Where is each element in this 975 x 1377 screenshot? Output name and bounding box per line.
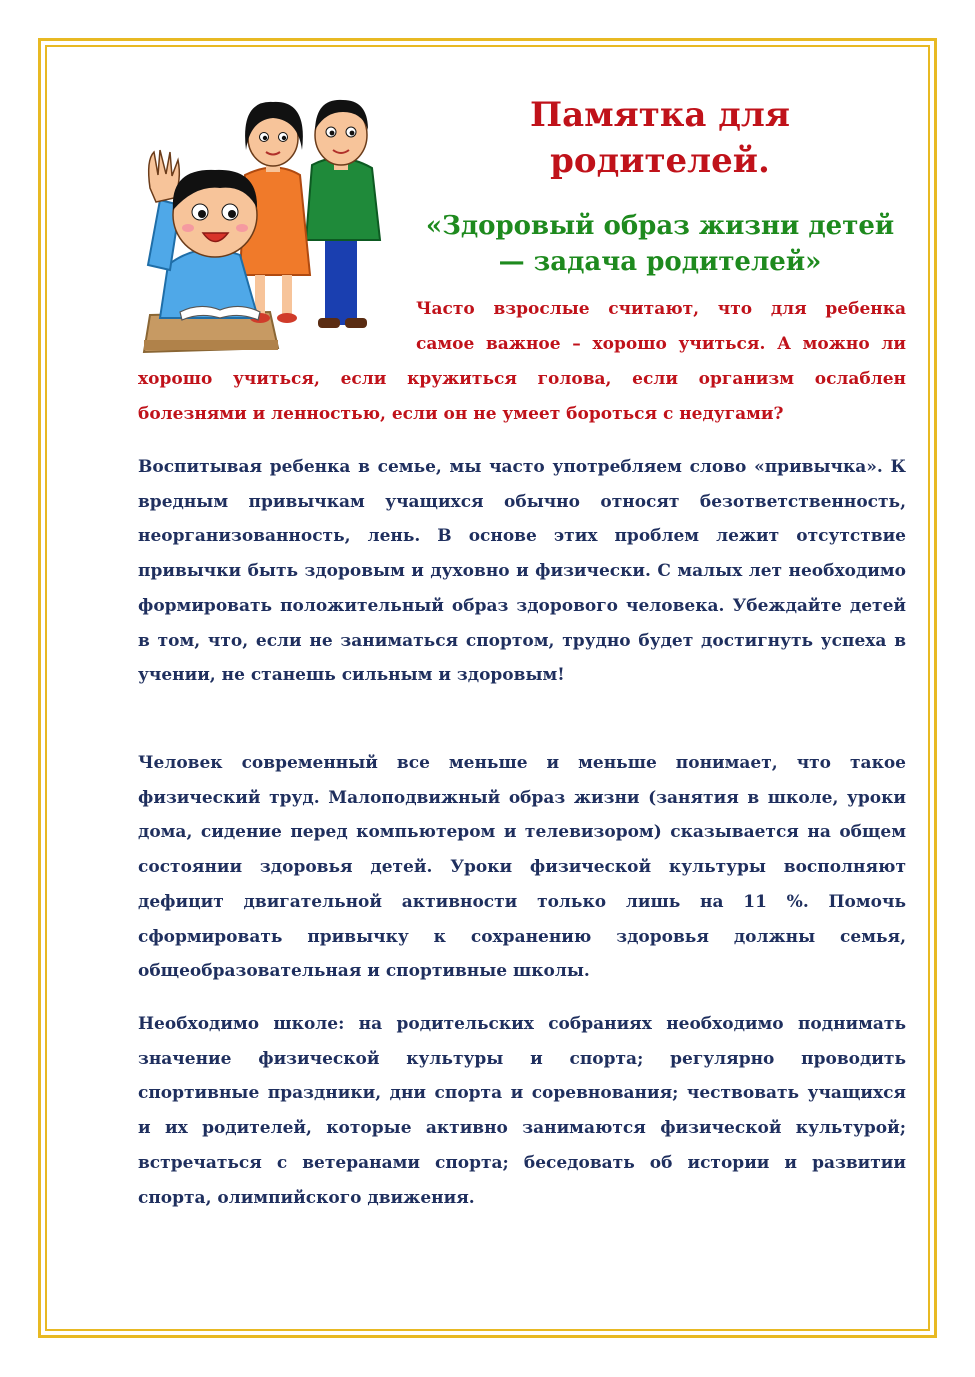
family-clipart-icon [140,90,405,355]
paragraph-school-tasks: Необходимо школе: на родительских собраниях необходимо поднимать значение физической культуры и спорта; регулярно проводить спортивные праздники, дни спорта и соревнования; чествовать учащихся и их родителей, которые активно занимаются физической культурой; встречаться с ветеранами спорта; беседовать об истории и развитии спорта, олимпийского движения. [138,1014,906,1208]
page-title: Памятка для родителей. [529,95,791,181]
paragraph-habits: Воспитывая ребенка в семье, мы часто употребляем слово «привычка». К вредным привычкам учащихся обычно относят безответственность, неорганизованность, лень. В основе этих проблем лежит отсутствие привычки быть здоровым и духовно и физически. С малых лет необходимо формировать положительный образ здорового человека. Убеждайте детей в том, что, если не заниматься спортом, трудно будет достигнуть успеха в учении, не станешь сильным и здоровым! [138,457,906,686]
intro-text-part1: Часто взрослые считают, что для ребенка самое важное – хорошо учиться. А можно ли [416,299,906,354]
intro-text-part2: хорошо учиться, если кружиться голова, если организм ослаблен болезнями и ленностью, если он не умеет бороться с недугами? [138,369,906,424]
page-subtitle: «Здоровый образ жизни детей — задача родителей» [425,211,895,277]
paragraph-physical-labor: Человек современный все меньше и меньше понимает, что такое физический труд. Малоподвижный образ жизни (занятия в школе, уроки дома, сидение перед компьютером и телевизором) сказывается на общем состоянии здоровья детей. Уроки физической культуры восполняют дефицит двигательной активности только лишь на 11 %. Помочь сформировать привычку к сохранению здоровья должны семья, общеобразовательная и спортивные школы. [138,753,906,982]
